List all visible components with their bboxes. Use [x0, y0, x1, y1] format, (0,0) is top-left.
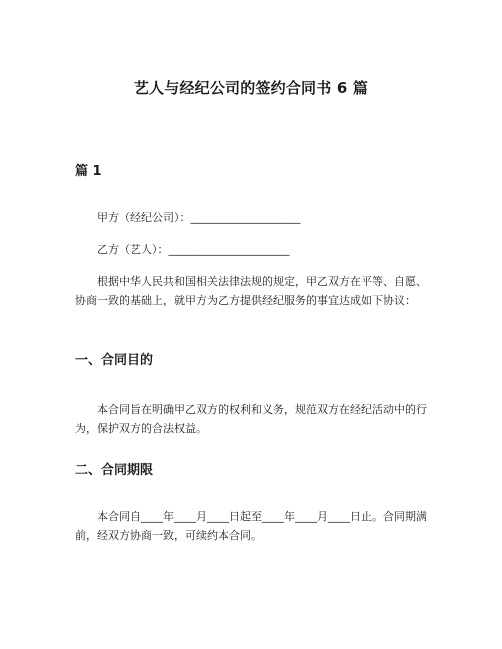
document-title: 艺人与经纪公司的签约合同书 6 篇 — [133, 79, 369, 97]
section-body-purpose: 本合同旨在明确甲乙双方的权利和义务，规范双方在经纪活动中的行为，保护双方的合法权益。 — [75, 403, 427, 435]
section-heading-term: 二、合同期限 — [75, 463, 154, 478]
intro-paragraph: 根据中华人民共和国相关法律法规的规定，甲乙双方在平等、自愿、协商一致的基础上，就甲方为乙方提供经纪服务的事宜达成如下协议： — [75, 275, 427, 307]
section-body-term: 本合同自____年____月____日起至____年____月____日止。合同期满前，经双方协商一致，可续约本合同。 — [75, 510, 427, 542]
party-a-line: 甲方（经纪公司）：____________________ — [97, 211, 301, 224]
part-heading: 篇 1 — [75, 164, 102, 179]
section-heading-purpose: 一、合同目的 — [75, 353, 154, 368]
party-b-line: 乙方（艺人）：______________________ — [97, 243, 290, 256]
